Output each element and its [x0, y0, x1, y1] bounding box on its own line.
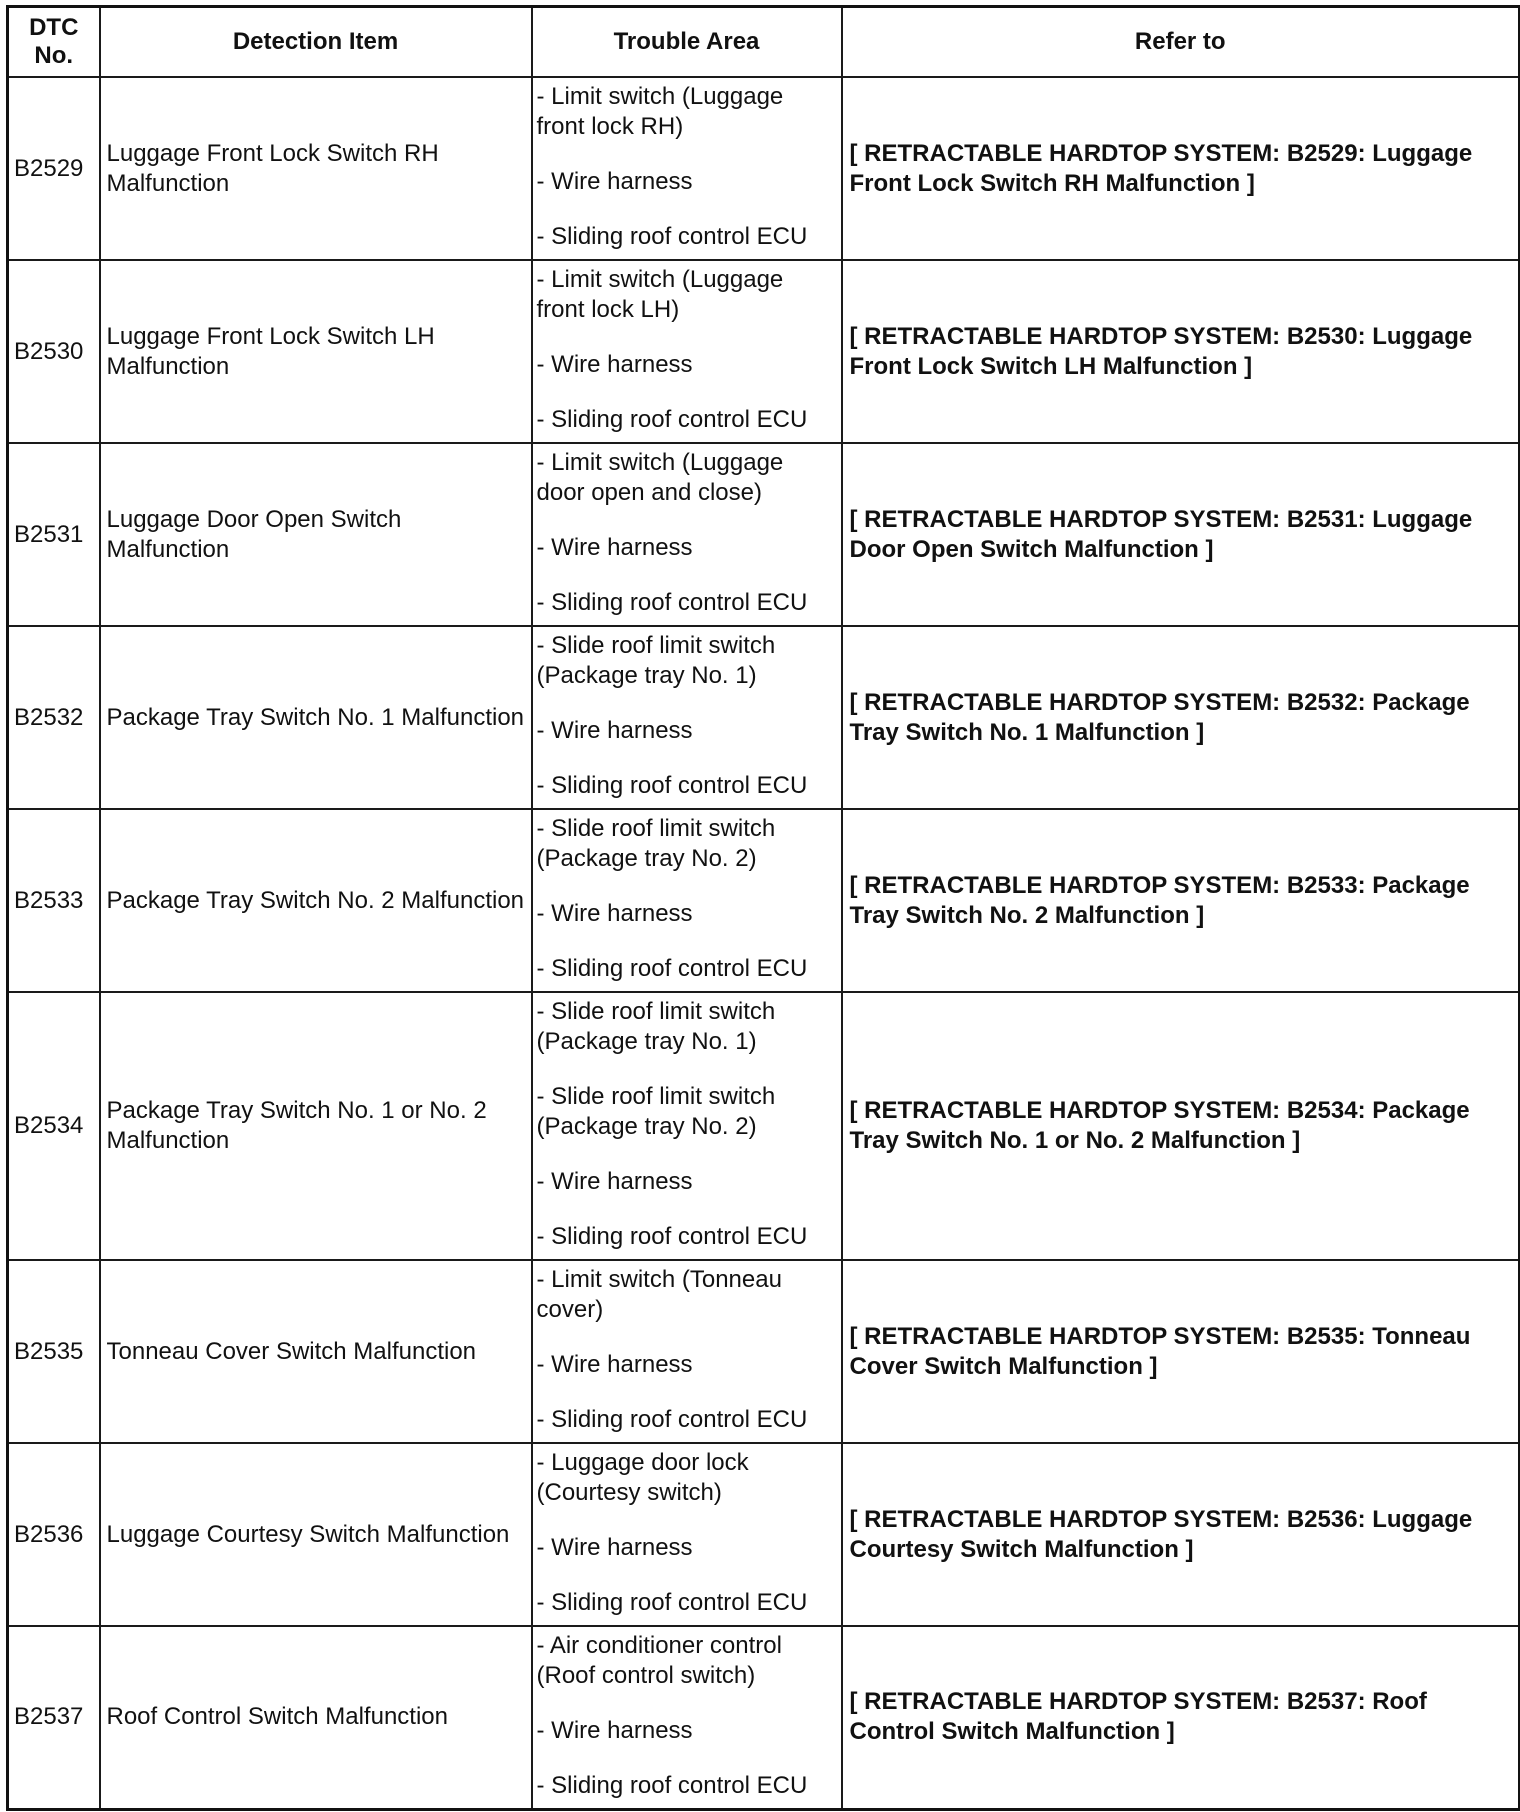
- trouble-area-item: - Slide roof limit switch (Package tray No. 2): [536, 815, 776, 872]
- header-detection-item: Detection Item: [100, 7, 532, 78]
- detection-item-cell: Package Tray Switch No. 1 or No. 2 Malfunction: [100, 992, 532, 1260]
- trouble-area-item: - Sliding roof control ECU: [536, 223, 808, 250]
- trouble-area-item: - Slide roof limit switch (Package tray No. 2): [536, 1083, 776, 1140]
- header-row: [8, 7, 1520, 78]
- table-header: [8, 7, 1520, 78]
- trouble-area-item: - Wire harness: [536, 1351, 693, 1378]
- table-row: [8, 260, 1520, 443]
- table-row: [8, 1260, 1520, 1443]
- trouble-area-item: - Slide roof limit switch (Package tray No. 1): [536, 632, 776, 689]
- detection-item-cell: Package Tray Switch No. 1 Malfunction: [100, 626, 532, 809]
- detection-item-cell: Roof Control Switch Malfunction: [100, 1626, 532, 1809]
- dtc-code-cell: B2529: [8, 77, 100, 260]
- table-body: [8, 77, 1520, 1809]
- refer-to-link[interactable]: [ RETRACTABLE HARDTOP SYSTEM: B2531: Luggage Door Open Switch Malfunction ]: [842, 443, 1520, 626]
- table-row: [8, 443, 1520, 626]
- refer-to-link[interactable]: [ RETRACTABLE HARDTOP SYSTEM: B2534: Package Tray Switch No. 1 or No. 2 Malfunction ]: [842, 992, 1520, 1260]
- trouble-area-item: - Wire harness: [536, 351, 693, 378]
- refer-to-link[interactable]: [ RETRACTABLE HARDTOP SYSTEM: B2530: Luggage Front Lock Switch LH Malfunction ]: [842, 260, 1520, 443]
- trouble-area-item: - Limit switch (Luggage front lock LH): [536, 266, 784, 323]
- refer-to-link[interactable]: [ RETRACTABLE HARDTOP SYSTEM: B2533: Package Tray Switch No. 2 Malfunction ]: [842, 809, 1520, 992]
- refer-to-link[interactable]: [ RETRACTABLE HARDTOP SYSTEM: B2535: Tonneau Cover Switch Malfunction ]: [842, 1260, 1520, 1443]
- trouble-area-item: - Wire harness: [536, 1534, 693, 1561]
- trouble-area-item: - Wire harness: [536, 1168, 693, 1195]
- trouble-area-item: - Slide roof limit switch (Package tray No. 1): [536, 998, 776, 1055]
- detection-item-cell: Luggage Front Lock Switch RH Malfunction: [100, 77, 532, 260]
- header-refer-to: Refer to: [842, 7, 1520, 78]
- trouble-area-item: - Sliding roof control ECU: [536, 1589, 808, 1616]
- trouble-area-item: - Limit switch (Luggage door open and close): [536, 449, 784, 506]
- refer-to-link[interactable]: [ RETRACTABLE HARDTOP SYSTEM: B2537: Roof Control Switch Malfunction ]: [842, 1626, 1520, 1809]
- trouble-area-item: - Luggage door lock (Courtesy switch): [536, 1449, 749, 1506]
- table-row: [8, 992, 1520, 1260]
- dtc-code-cell: B2531: [8, 443, 100, 626]
- trouble-area-item: - Sliding roof control ECU: [536, 406, 808, 433]
- trouble-area-cell: [532, 1443, 842, 1626]
- trouble-area-item: - Sliding roof control ECU: [536, 1406, 808, 1433]
- dtc-document: [6, 5, 1518, 1810]
- trouble-area-item: - Air conditioner control (Roof control switch): [536, 1632, 782, 1689]
- header-trouble-area: Trouble Area: [532, 7, 842, 78]
- detection-item-cell: Package Tray Switch No. 2 Malfunction: [100, 809, 532, 992]
- refer-to-link[interactable]: [ RETRACTABLE HARDTOP SYSTEM: B2529: Luggage Front Lock Switch RH Malfunction ]: [842, 77, 1520, 260]
- trouble-area-cell: [532, 443, 842, 626]
- header-dtc-no: DTC No.: [8, 7, 100, 78]
- trouble-area-item: - Sliding roof control ECU: [536, 589, 808, 616]
- trouble-area-item: - Wire harness: [536, 900, 693, 927]
- trouble-area-item: - Sliding roof control ECU: [536, 955, 808, 982]
- trouble-area-item: - Wire harness: [536, 1717, 693, 1744]
- table-row: [8, 1626, 1520, 1809]
- trouble-area-cell: [532, 626, 842, 809]
- detection-item-cell: Luggage Front Lock Switch LH Malfunction: [100, 260, 532, 443]
- detection-item-cell: Tonneau Cover Switch Malfunction: [100, 1260, 532, 1443]
- refer-to-link[interactable]: [ RETRACTABLE HARDTOP SYSTEM: B2532: Package Tray Switch No. 1 Malfunction ]: [842, 626, 1520, 809]
- table-row: [8, 809, 1520, 992]
- trouble-area-item: - Wire harness: [536, 534, 693, 561]
- trouble-area-cell: [532, 260, 842, 443]
- refer-to-link[interactable]: [ RETRACTABLE HARDTOP SYSTEM: B2536: Luggage Courtesy Switch Malfunction ]: [842, 1443, 1520, 1626]
- detection-item-cell: Luggage Courtesy Switch Malfunction: [100, 1443, 532, 1626]
- dtc-table: [6, 5, 1520, 1811]
- trouble-area-cell: [532, 1260, 842, 1443]
- trouble-area-cell: [532, 1626, 842, 1809]
- dtc-code-cell: B2534: [8, 992, 100, 1260]
- trouble-area-cell: [532, 992, 842, 1260]
- trouble-area-item: - Sliding roof control ECU: [536, 1223, 808, 1250]
- trouble-area-cell: [532, 809, 842, 992]
- dtc-code-cell: B2537: [8, 1626, 100, 1809]
- table-row: [8, 77, 1520, 260]
- trouble-area-cell: [532, 77, 842, 260]
- dtc-code-cell: B2532: [8, 626, 100, 809]
- trouble-area-item: - Limit switch (Luggage front lock RH): [536, 83, 784, 140]
- dtc-code-cell: B2536: [8, 1443, 100, 1626]
- trouble-area-item: - Sliding roof control ECU: [536, 772, 808, 799]
- table-row: [8, 1443, 1520, 1626]
- detection-item-cell: Luggage Door Open Switch Malfunction: [100, 443, 532, 626]
- trouble-area-item: - Sliding roof control ECU: [536, 1772, 808, 1799]
- dtc-code-cell: B2533: [8, 809, 100, 992]
- dtc-code-cell: B2535: [8, 1260, 100, 1443]
- trouble-area-item: - Wire harness: [536, 168, 693, 195]
- dtc-code-cell: B2530: [8, 260, 100, 443]
- trouble-area-item: - Limit switch (Tonneau cover): [536, 1266, 782, 1323]
- trouble-area-item: - Wire harness: [536, 717, 693, 744]
- table-row: [8, 626, 1520, 809]
